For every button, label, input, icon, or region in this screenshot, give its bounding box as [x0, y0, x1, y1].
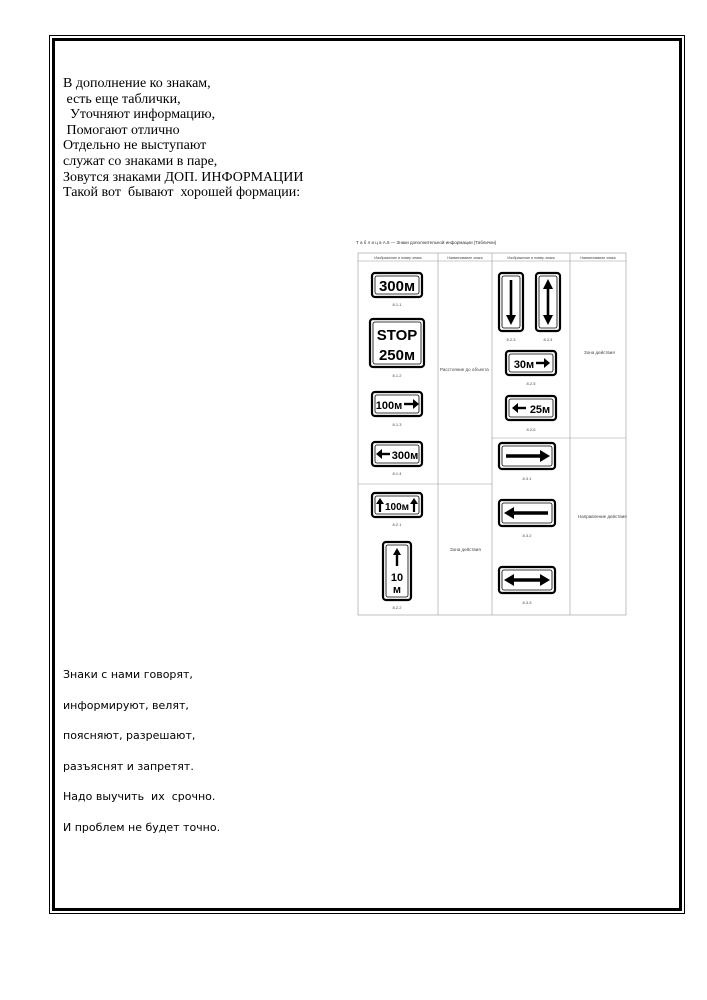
svg-text:30м: 30м — [513, 359, 535, 371]
poem-line: Надо выучить их срочно. — [63, 790, 216, 803]
sign-8-1-4 — [372, 442, 422, 466]
poem-line: разъяснят и запретят. — [63, 759, 194, 773]
poem-line: Отдельно не выступают — [63, 138, 207, 154]
poem-line: Знаки с нами говорят, — [63, 668, 193, 681]
sign-number: 8.1.2 — [392, 373, 402, 378]
header-cell: Изображение и номер знака — [374, 256, 422, 260]
svg-text:100м: 100м — [384, 502, 410, 513]
svg-text:300м: 300м — [391, 450, 419, 462]
poem-bottom — [63, 668, 220, 851]
sign-number: 8.2.6 — [526, 427, 536, 432]
sign-name: Расстояние до объекта — [440, 367, 489, 372]
poem-line: поясняют, разрешают, — [63, 729, 196, 742]
sign-8-2-3 — [499, 273, 523, 331]
header-cell: Наименование знака — [580, 256, 616, 260]
svg-text:100м: 100м — [375, 400, 403, 412]
sign-8-1-2 — [370, 319, 424, 367]
poem-top — [63, 76, 304, 201]
svg-text:м: м — [392, 584, 402, 596]
poem-line: Помогают отлично — [63, 122, 180, 138]
sign-8-1-1 — [372, 273, 422, 297]
sign-number: 8.3.3 — [522, 600, 532, 605]
sign-number: 8.1.4 — [392, 471, 402, 476]
sign-8-1-3 — [372, 392, 422, 416]
sign-8-2-2 — [383, 542, 411, 600]
sign-8-3-1 — [499, 443, 555, 469]
header-cell: Изображение и номер знака — [507, 256, 555, 260]
sign-8-2-4 — [536, 273, 560, 331]
sign-number: 8.2.3 — [506, 337, 516, 342]
sign-number: 8.3.1 — [522, 476, 532, 481]
poem-line: Зовутся знаками ДОП. ИНФОРМАЦИИ — [63, 169, 304, 185]
poem-line: В дополнение ко знакам, — [63, 76, 211, 91]
header-cell: Наименование знака — [447, 256, 483, 260]
svg-text:25м: 25м — [529, 404, 551, 416]
signs-table-image — [356, 240, 628, 618]
sign-name: Направление действия — [578, 514, 627, 519]
poem-line: Такой вот бывают хорошей формации: — [63, 185, 301, 201]
sign-name: Зона действия — [584, 350, 615, 355]
sign-8-3-2 — [499, 500, 555, 526]
svg-text:10: 10 — [390, 572, 404, 584]
sign-number: 8.2.5 — [526, 381, 536, 386]
table-caption: Т а б л и ц а А.6 — Знаки дополнительной информации (Таблички) — [356, 240, 497, 245]
svg-text:250м: 250м — [378, 347, 416, 364]
sign-number: 8.2.2 — [392, 605, 402, 610]
poem-line: Уточняют информацию, — [63, 107, 216, 123]
signs-table — [356, 240, 628, 618]
sign-name: Зона действия — [450, 547, 481, 552]
sign-8-2-5 — [506, 351, 556, 375]
sign-8-2-6 — [506, 396, 556, 420]
sign-number: 8.1.1 — [392, 302, 402, 307]
poem-line: служат со знаками в паре, — [63, 153, 218, 169]
svg-text:STOP: STOP — [376, 327, 418, 344]
sign-number: 8.1.3 — [392, 422, 402, 427]
sign-8-2-1 — [372, 493, 422, 517]
svg-text:300м: 300м — [378, 278, 416, 295]
poem-line: информируют, велят, — [63, 698, 189, 712]
sign-8-3-3 — [499, 567, 555, 593]
sign-number: 8.3.2 — [522, 533, 532, 538]
sign-number: 8.2.1 — [392, 522, 402, 527]
sign-number: 8.2.4 — [543, 337, 553, 342]
poem-line: И проблем не будет точно. — [63, 820, 221, 834]
poem-line: есть еще таблички, — [63, 91, 181, 107]
